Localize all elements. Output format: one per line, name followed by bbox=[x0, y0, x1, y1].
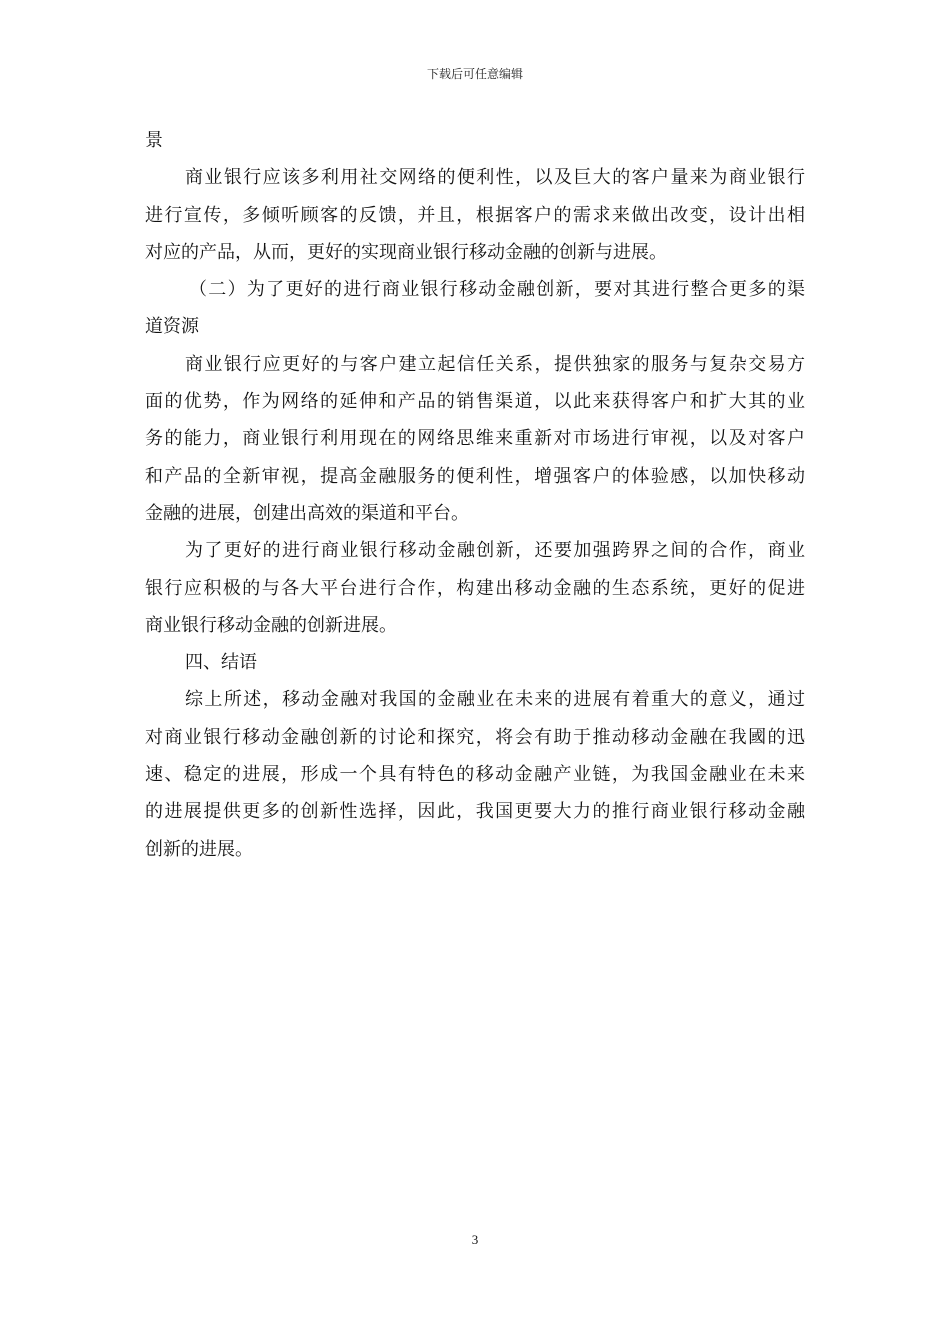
body-line: 金融的进展，创建出高效的渠道和平台。 bbox=[145, 502, 469, 524]
body-line: 和产品的全新审视，提高金融服务的便利性，增强客户的体验感，以加快移动 bbox=[145, 465, 805, 487]
page-header-note: 下载后可任意编辑 bbox=[426, 67, 523, 81]
body-line: 综上所述，移动金融对我国的金融业在未来的进展有着重大的意义，通过 bbox=[185, 689, 805, 711]
section-heading-conclusion: 四、结语 bbox=[185, 652, 257, 674]
body-line: 商业银行应更好的与客户建立起信任关系，提供独家的服务与复杂交易方 bbox=[185, 353, 805, 375]
body-line: 面的优势，作为网络的延伸和产品的销售渠道，以此来获得客户和扩大其的业 bbox=[145, 391, 805, 413]
body-line: 的进展提供更多的创新性选择，因此，我国更要大力的推行商业银行移动金融 bbox=[145, 801, 805, 823]
body-line: 速、稳定的进展，形成一个具有特色的移动金融产业链，为我国金融业在未来 bbox=[145, 764, 805, 786]
body-line: 银行应积极的与各大平台进行合作，构建出移动金融的生态系统，更好的促进 bbox=[145, 577, 805, 599]
body-line: 商业银行应该多利用社交网络的便利性，以及巨大的客户量来为商业银行 bbox=[185, 167, 805, 189]
body-line: 务的能力，商业银行利用现在的网络思维来重新对市场进行审视，以及对客户 bbox=[145, 428, 805, 450]
body-line: 创新的进展。 bbox=[145, 838, 253, 860]
body-line: 进行宣传，多倾听顾客的反馈，并且，根据客户的需求来做出改变，设计出相 bbox=[145, 204, 805, 226]
section-heading-line: 道资源 bbox=[145, 316, 199, 338]
body-line: 对商业银行移动金融创新的讨论和探究，将会有助于推动移动金融在我國的迅 bbox=[145, 726, 805, 748]
section-heading-line: （二）为了更好的进行商业银行移动金融创新，要对其进行整合更多的渠 bbox=[189, 279, 805, 301]
body-line: 对应的产品，从而，更好的实现商业银行移动金融的创新与进展。 bbox=[145, 241, 667, 263]
body-line: 景 bbox=[145, 130, 163, 151]
document-body bbox=[145, 122, 805, 868]
body-line: 为了更好的进行商业银行移动金融创新，还要加强跨界之间的合作，商业 bbox=[185, 540, 805, 562]
body-line: 商业银行移动金融的创新进展。 bbox=[145, 614, 397, 636]
page-number: 3 bbox=[471, 1232, 479, 1247]
